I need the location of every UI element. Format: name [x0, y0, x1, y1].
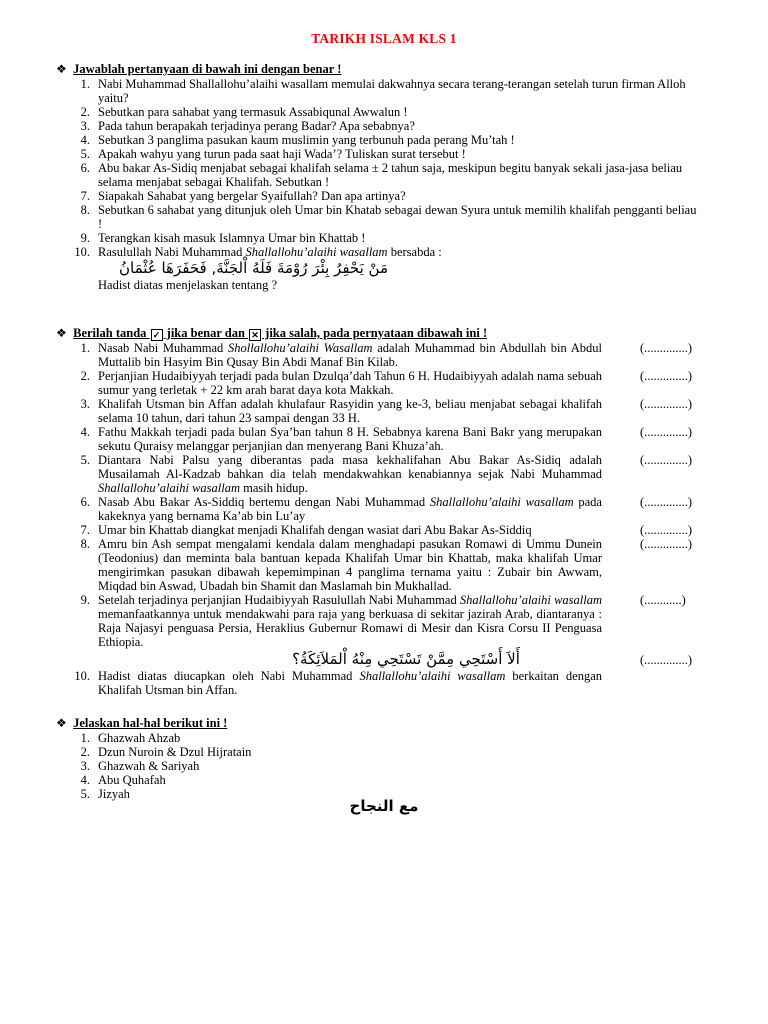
section-essay-questions — [56, 61, 716, 292]
question-item: 7. Siapakah Sahabat yang bergelar Syaifullah? Dan apa artinya? — [80, 189, 406, 203]
answer-blank[interactable]: (..............) — [640, 495, 693, 509]
section-heading-text: Berilah tanda ✓ jika benar dan ✕ jika salah, pada pernyataan dibawah ini ! — [73, 326, 488, 340]
statement-item: 8. Amru bin Ash sempat mengalami kendala dalam menghadapi pasukan Romawi di Ummu Dunein (Teodonius) dan meminta bala bantuan kepada Khalifah Umar bin Khattab, maka khalifah Umar mengirimkan pasukan dibawah kepemimpinan 4 panglima ternama yaitu : Zubair bin Awwam, Miqdad bin Aswad, Ubadah bin Shamit dan Maslamah bin Mukhallad. (..............) — [80, 537, 693, 593]
section-heading-text: Jawablah pertanyaan di bawah ini dengan benar ! — [73, 62, 342, 76]
term-list — [56, 731, 716, 801]
term-item: 4. Abu Quhafah — [80, 773, 166, 787]
diamond-bullet-icon: ❖ — [56, 62, 67, 76]
question-item: 3. Pada tahun berapakah terjadinya perang Badar? Apa sebabnya? — [80, 119, 415, 133]
statement-item: 7. Umar bin Khattab diangkat menjadi Khalifah dengan wasiat dari Abu Bakar As-Siddiq (..............) — [80, 523, 693, 537]
section-true-false — [56, 325, 716, 697]
term-item: 5. Jizyah — [80, 787, 130, 801]
question-item: 5. Apakah wahyu yang turun pada saat haji Wada’? Tuliskan surat tersebut ! — [80, 147, 466, 161]
answer-blank[interactable]: (..............) — [640, 397, 693, 411]
closing-greeting: مع النجاح — [349, 797, 419, 815]
question-item: 10. Rasulullah Nabi Muhammad Shallallohu’alaihi wasallam bersabda : — [74, 245, 442, 259]
section-heading — [56, 61, 716, 77]
answer-blank[interactable]: (..............) — [640, 537, 693, 551]
diamond-bullet-icon: ❖ — [56, 716, 67, 730]
hadith-arabic: أَلاَ أَسْتَحِي مِمَّنْ تَسْتَحِي مِنْهُ اْلمَلاَئِكَةُ؟ — [292, 650, 520, 668]
page-title: TARIKH ISLAM KLS 1 — [311, 31, 457, 46]
term-item: 1. Ghazwah Ahzab — [80, 731, 181, 745]
answer-blank[interactable]: (..............) — [640, 523, 693, 537]
question-item: 9. Terangkan kisah masuk Islamnya Umar bin Khattab ! — [80, 231, 366, 245]
answer-blank[interactable]: (..............) — [640, 425, 693, 439]
question-item: 1. Nabi Muhammad Shallallohu’alaihi wasallam memulai dakwahnya secara terang-terangan setelah turun firman Alloh yaitu? — [80, 77, 686, 105]
term-item: 3. Ghazwah & Sariyah — [80, 759, 200, 773]
answer-blank[interactable]: (..............) — [640, 341, 693, 355]
statement-item: 5. Diantara Nabi Palsu yang diberantas pada masa kekhalifahan Abu Bakar As-Sidiq adalah Musailamah Al-Kadzab bahkan dia telah mendakwahkan kenabiannya sejak Nabi Muhammad Shallallohu’alaihi wasallam masih hidup. (..............) — [80, 453, 693, 495]
statement-item: 4. Fathu Makkah terjadi pada bulan Sya’ban tahun 8 H. Sebabnya karena Bani Bakr yang merupakan sekutu Quraisy melanggar perjanjian dan menyerang Bani Khuza’ah. (..............) — [80, 425, 693, 453]
term-item: 2. Dzun Nuroin & Dzul Hijratain — [80, 745, 252, 759]
checked-box-icon: ✓ — [151, 329, 163, 341]
hadith-arabic: مَنْ يَحْفِرُ بِئْرَ رُوْمَةَ فَلَهُ اْلجَنَّةَ, فَحَفَرَهَا عُثْمَانُ — [119, 259, 388, 277]
hadith-line — [56, 649, 716, 669]
question-list — [56, 77, 716, 259]
question-item: 8. Sebutkan 6 sahabat yang ditunjuk oleh Umar bin Khatab sebagai dewan Syura untuk memilih khalifah pengganti beliau ! — [80, 203, 697, 231]
section-heading — [56, 715, 716, 731]
answer-blank[interactable]: (..............) — [640, 653, 693, 667]
question-item: 6. Abu bakar As-Sidiq menjabat sebagai khalifah selama ± 2 tahun saja, meskipun begitu banyak sekali jasa-jasa beliau selama menjabat sebagai Khalifah. Sebutkan ! — [80, 161, 683, 189]
crossed-box-icon: ✕ — [249, 329, 261, 341]
statement-item: 3. Khalifah Utsman bin Affan adalah khulafaur Rasyidin yang ke-3, beliau menjabat sebagai khalifah selama 10 tahun, dari tahun 23 sampai dengan 33 H. (..............) — [80, 397, 693, 425]
answer-blank[interactable]: (............) — [640, 593, 686, 607]
statement-list — [56, 341, 716, 649]
statement-item: 2. Perjanjian Hudaibiyyah terjadi pada bulan Dzulqa’dah Tahun 6 H. Hudaibiyyah adalah nama sebuah sumur yang terletak + 22 km arah barat daya kota Makkah. (..............) — [80, 369, 693, 397]
answer-blank[interactable]: (..............) — [640, 453, 693, 467]
statement-item: 9. Setelah terjadinya perjanjian Hudaibiyyah Rasulullah Nabi Muhammad Shallallohu’alaihi wasallam memanfaatkannya untuk mendakwahi para raja yang berkuasa di sekitar jazirah Arab, diantaranya : Raja Najasyi penguasa Persia, Heraklius Gubernur Romawi di Mesir dan Kisra Corsu II Penguasa Ethiopia. (............) — [80, 593, 686, 649]
section-explain — [56, 715, 716, 801]
statement-item: 6. Nasab Abu Bakar As-Siddiq bertemu dengan Nabi Muhammad Shallallohu’alaihi wasallam pada kakeknya yang bernama Ka’ab bin Lu’ay (..............) — [80, 495, 693, 523]
section-heading-text: Jelaskan hal-hal berikut ini ! — [73, 716, 228, 730]
section-heading — [56, 325, 716, 341]
hadith-question: Hadist diatas menjelaskan tentang ? — [98, 278, 278, 292]
question-item: 4. Sebutkan 3 panglima pasukan kaum muslimin yang terbunuh pada perang Mu’tah ! — [80, 133, 515, 147]
statement-item: 1. Nasab Nabi Muhammad Shollallohu’alaihi Wasallam adalah Muhammad bin Abdullah bin Abdul Muttalib bin Hasyim Bin Qusay Bin Abdi Manaf Bin Kilab. (..............) — [80, 341, 693, 369]
diamond-bullet-icon: ❖ — [56, 326, 67, 340]
statement-item: 10. Hadist diatas diucapkan oleh Nabi Muhammad Shallallohu’alaihi wasallam berkaitan dengan Khalifah Utsman bin Affan. — [74, 669, 602, 697]
question-item: 2. Sebutkan para sahabat yang termasuk Assabiqunal Awwalun ! — [80, 105, 408, 119]
answer-blank[interactable]: (..............) — [640, 369, 693, 383]
